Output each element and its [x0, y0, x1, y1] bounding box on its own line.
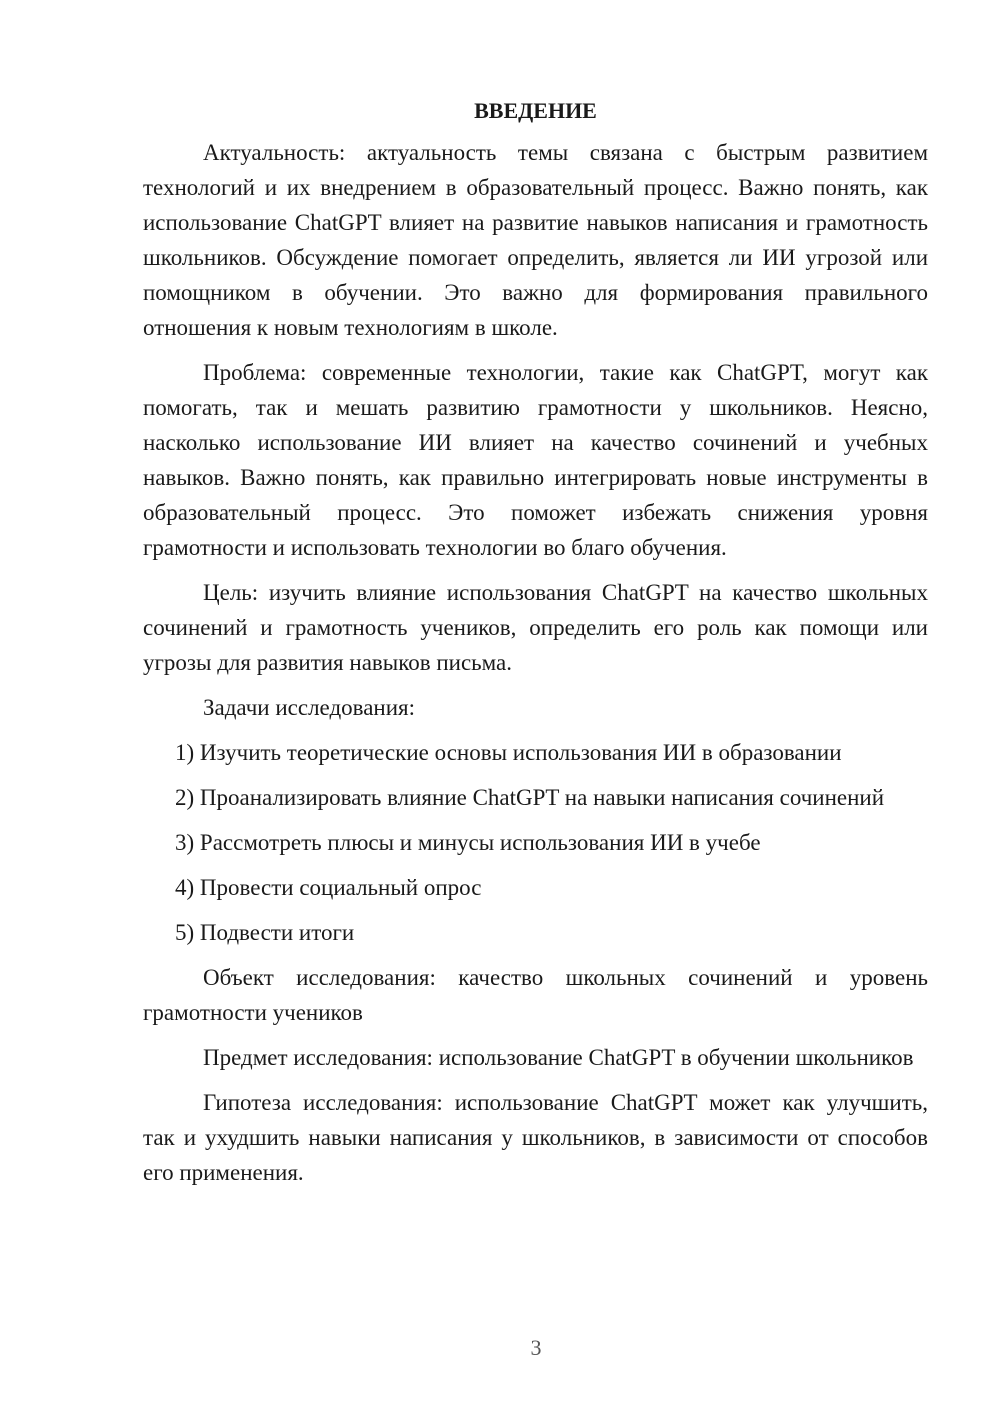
subject-paragraph: Предмет исследования: использование ChatGPT в обучении школьников [203, 1045, 914, 1070]
object-paragraph: Объект исследования: качество школьных сочинений и уровень грамотности учеников [143, 965, 928, 1025]
task-item-5: 5) Подвести итоги [175, 920, 355, 945]
relevance-paragraph: Актуальность: актуальность темы связана с быстрым развитием технологий и их внедрением в образовательный процесс. Важно понять, как использование ChatGPT влияет на развитие навыков написания и грамотность школьников. Обсуждение помогает определить, является ли ИИ угрозой или помощником в обучении. Это важно для формирования правильного отношения к новым технологиям в школе. [143, 140, 928, 340]
problem-paragraph: Проблема: современные технологии, такие как ChatGPT, могут как помогать, так и мешать развитию грамотности у школьников. Неясно, насколько использование ИИ влияет на качество сочинений и учебных навыков. Важно понять, как правильно интегрировать новые инструменты в образовательный процесс. Это поможет избежать снижения уровня грамотности и использовать технологии во благо обучения. [143, 360, 928, 560]
page-number: 3 [530, 1335, 542, 1360]
task-item-4: 4) Провести социальный опрос [175, 875, 482, 900]
task-item-3: 3) Рассмотреть плюсы и минусы использования ИИ в учебе [175, 830, 761, 855]
tasks-title: Задачи исследования: [203, 695, 416, 720]
hypothesis-paragraph: Гипотеза исследования: использование ChatGPT может как улучшить, так и ухудшить навыки написания у школьников, в зависимости от способов его применения. [143, 1090, 928, 1185]
task-item-1: 1) Изучить теоретические основы использования ИИ в образовании [175, 740, 842, 765]
task-item-2: 2) Проанализировать влияние ChatGPT на навыки написания сочинений [175, 785, 885, 810]
section-heading: ВВЕДЕНИЕ [474, 98, 597, 123]
page-content [143, 93, 928, 1200]
goal-paragraph: Цель: изучить влияние использования ChatGPT на качество школьных сочинений и грамотность учеников, определить его роль как помощи или угрозы для развития навыков письма. [143, 580, 928, 675]
